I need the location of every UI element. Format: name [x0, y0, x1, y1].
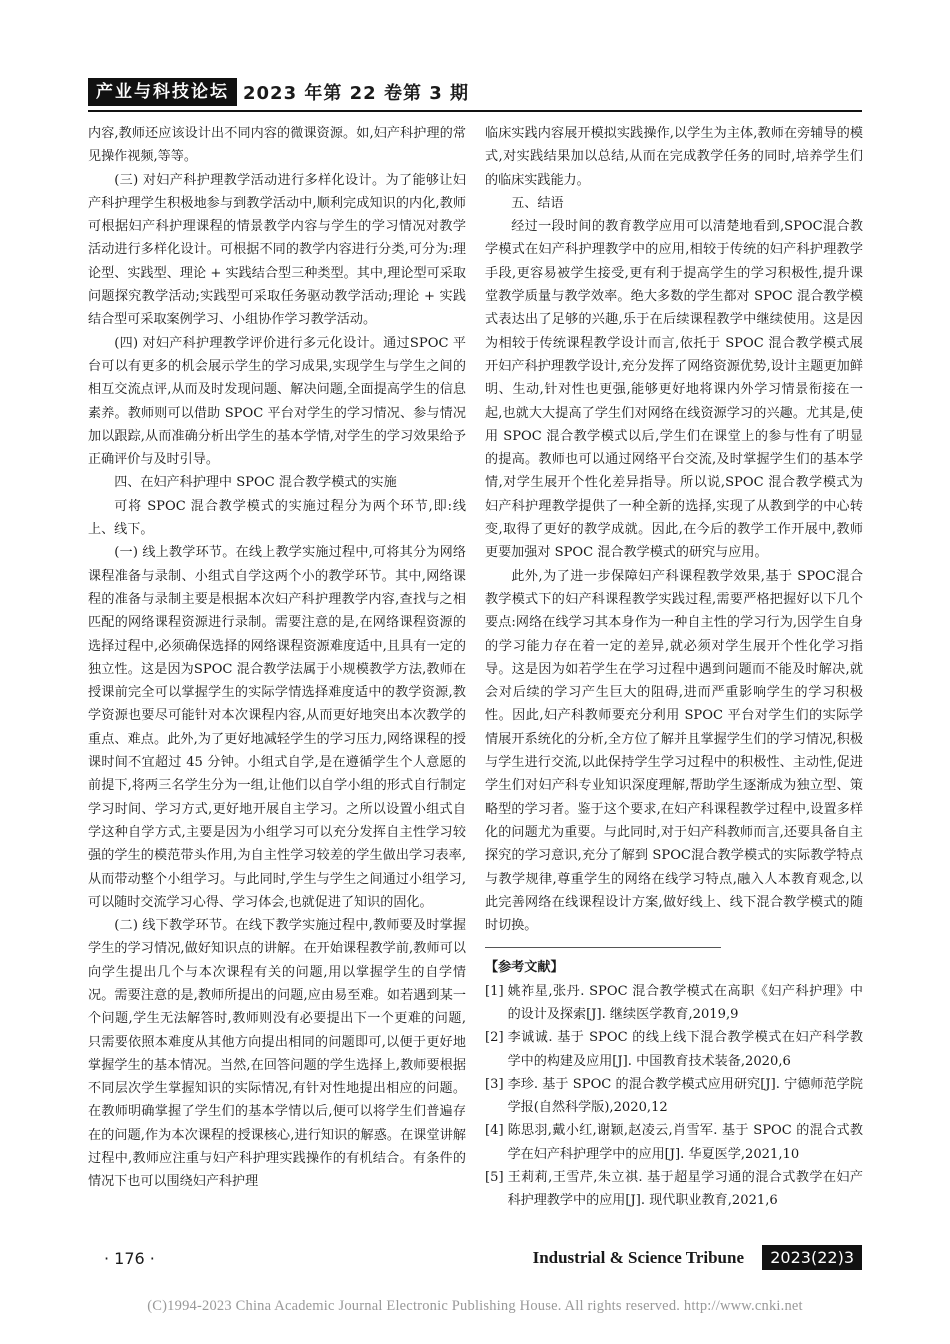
- reference-number: [2]: [485, 1030, 504, 1046]
- copyright-notice: (C)1994-2023 China Academic Journal Electronic Publishing House. All rights reserved. http://www.cnki.net: [147, 1298, 803, 1314]
- reference-text: 王莉莉,王雪芹,朱立祺. 基于超星学习通的混合式教学在妇产科护理教学中的应用[J]. 现代职业教育,2021,6: [507, 1170, 863, 1209]
- paragraph: (三) 对妇产科护理教学活动进行多样化设计。为了能够让妇产科护理学生积极地参与到教学活动中,顺利完成知识的内化,教师可根据妇产科护理课程的情景教学内容与学生的学习情况对教学活动进行多样化设计。可根据不同的教学内容进行分类,可分为:理论型、实践型、理论 + 实践结合型三种类型。其中,理论型可采取问题探究教学活动;实践型可采取任务驱动教学活动;理论 + 实践结合型可采取案例学习、小组协作学习教学活动。: [88, 172, 466, 328]
- right-column: [485, 122, 863, 1213]
- paragraph: 内容,教师还应该设计出不同内容的微课资源。如,妇产科护理的常见操作视频,等等。: [88, 126, 466, 165]
- journal-title-en: Industrial & Science Tribune: [532, 1248, 744, 1267]
- running-header: [88, 78, 469, 106]
- reference-item: [485, 1073, 863, 1120]
- issue-badge: 2023(22)3: [762, 1245, 862, 1270]
- journal-name: 产业与科技论坛: [88, 78, 237, 106]
- reference-text: 李珍. 基于 SPOC 的混合教学模式应用研究[J]. 宁德师范学院学报(自然科学版),2020,12: [507, 1076, 863, 1116]
- reference-item: [485, 1026, 863, 1073]
- reference-item: [485, 1166, 863, 1213]
- reference-item: [485, 1119, 863, 1166]
- paragraph: 此外,为了进一步保障妇产科课程教学效果,基于 SPOC混合教学模式下的妇产科课程教学实践过程,需要严格把握好以下几个要点:网络在线学习其本身作为一种自主性的学习行为,因学生自身的学习能力存在着一定的差异,就必须对学生展开个性化学习指导。这是因为如若学生在学习过程中遇到问题而不能及时解决,就会对后续的学习产生巨大的阻碍,进而严重影响学生的学习积极性。因此,妇产科教师要充分利用 SPOC 平台对学生们的实际学情展开系统化的分析,全方位了解并且掌握学生们的学习情况,积极与学生进行交流,以此保持学生学习过程中的积极性、主动性,促进学生们对妇产科专业知识深度理解,帮助学生逐渐成为独立型、策略型的学习者。鉴于这个要求,在妇产科课程教学过程中,设置多样化的问题尤为重要。与此同时,对于妇产科教师而言,还要具备自主探究的学习意识,充分了解到 SPOC混合教学模式的实际教学特点与教学规律,尊重学生的网络在线学习特点,融入人本教育观念,以此完善网络在线课程设计方案,做好线上、线下混合教学模式的随时切换。: [485, 568, 863, 934]
- paragraph: 可将 SPOC 混合教学模式的实施过程分为两个环节,即:线上、线下。: [88, 498, 466, 538]
- reference-number: [1]: [485, 983, 504, 999]
- paragraph: (四) 对妇产科护理教学评价进行多元化设计。通过SPOC 平台可以有更多的机会展示学生的学习成果,实现学生与学生之间的相互交流点评,从而及时发现问题、解决问题,全面提高学生的信息素养。教师则可以借助 SPOC 平台对学生的学习情况、参与情况加以跟踪,从而准确分析出学生的基本学情,对学生的学习效果给予正确评价与及时引导。: [88, 335, 466, 468]
- page-footer: [88, 1245, 862, 1273]
- reference-number: [5]: [485, 1170, 504, 1186]
- section-heading: 五、结语: [511, 195, 564, 211]
- paragraph: (二) 线下教学环节。在线下教学实施过程中,教师要及时掌握学生的学习情况,做好知识点的讲解。在开始课程教学前,教师可以向学生提出几个与本次课程有关的问题,用以掌握学生的自学情况。需要注意的是,教师所提出的问题,应由易至难。如若遇到某一个问题,学生无法解答时,教师则没有必要提出下一个更难的问题,只需要依照本难度从其他方向提出相同的问题即可,以便于更好地掌握学生的基本情况。当然,在回答问题的学生选择上,教师要根据不同层次学生掌握知识的实际情况,有针对性地提出相应的问题。在教师明确掌握了学生们的基本学情以后,便可以将学生们普遍存在的问题,作为本次课程的授课核心,进行知识的解惑。在课堂讲解过程中,教师应注重与妇产科护理实践操作的有机结合。有条件的情况下也可以围绕妇产科护理: [88, 918, 466, 1190]
- references-rule: [485, 947, 721, 948]
- reference-text: 陈思羽,戴小红,谢颖,赵凌云,肖雪军. 基于 SPOC 的混合式教学在妇产科护理学中的应用[J]. 华夏医学,2021,10: [507, 1123, 863, 1162]
- reference-number: [3]: [485, 1076, 504, 1092]
- paragraph: (一) 线上教学环节。在线上教学实施过程中,可将其分为网络课程准备与录制、小组式自学这两个小的教学环节。其中,网络课程的准备与录制主要是根据本次妇产科护理教学内容,查找与之相匹配的网络课程资源进行录制。需要注意的是,在网络课程资源的选择过程中,必须确保选择的网络课程资源难度适中,且具有一定的独立性。这是因为SPOC 混合教学法属于小规模教学方法,教师在授课前完全可以掌握学生的实际学情选择难度适中的教学资源,教学资源也要尽可能针对本次课程内容,从而更好地突出本次教学的重点、难点。此外,为了更好地减轻学生的学习压力,网络课程的授课时间不宜超过 45 分钟。小组式自学,是在遵循学生个人意愿的前提下,将两三名学生分为一组,让他们以自学小组的形式自行制定学习时间、学习方式,更好地开展自主学习。之所以设置小组式自学这种自学方式,主要是因为小组学习可以充分发挥自主性学习较强的学生的模范带头作用,为自主性学习较差的学生做出学习表率,从而带动整个小组学习。与此同时,学生与学生之间通过小组学习,可以随时交流学习心得、学习体会,也就促进了知识的固化。: [88, 545, 466, 910]
- header-rule: [88, 110, 862, 112]
- reference-text: 李诚诚. 基于 SPOC 的线上线下混合教学模式在妇产科学教学中的构建及应用[J]. 中国教育技术装备,2020,6: [507, 1030, 863, 1069]
- references-heading: 【参考文献】: [485, 960, 564, 976]
- reference-text: 姚祚星,张丹. SPOC 混合教学模式在高职《妇产科护理》中的设计及探索[J]. 继续医学教育,2019,9: [507, 983, 863, 1022]
- paragraph: 临床实践内容展开模拟实践操作,以学生为主体,教师在旁辅导的模式,对实践结果加以总结,从而在完成教学任务的同时,培养学生们的临床实践能力。: [485, 126, 863, 188]
- section-heading: 四、在妇产科护理中 SPOC 混合教学模式的实施: [114, 475, 397, 491]
- reference-item: [485, 980, 863, 1027]
- issue-label: 2023 年第 22 卷第 3 期: [243, 83, 470, 104]
- left-column: [88, 122, 466, 1194]
- reference-number: [4]: [485, 1123, 504, 1139]
- paragraph: 经过一段时间的教育教学应用可以清楚地看到,SPOC混合教学模式在妇产科护理教学中的应用,相较于传统的妇产科护理教学手段,更容易被学生接受,更有利于提高学生的学习积极性,提升课堂教学质量与教学效率。绝大多数的学生都对 SPOC 混合教学模式表达出了足够的兴趣,乐于在后续课程教学中继续使用。这是因为相较于传统课程教学设计而言,依托于 SPOC 混合教学模式展开妇产科护理教学设计,充分发挥了网络资源优势,设计主题更加鲜明、生动,针对性也更强,能够更好地将课内外学习情景衔接在一起,也就大大提高了学生们对网络在线资源学习的兴趣。尤其是,使用 SPOC 混合教学模式以后,学生们在课堂上的参与性有了明显的提高。教师也可以通过网络平台交流,及时掌握学生们的基本学情,对学生展开个性化差异指导。所以说,SPOC 混合教学模式为妇产科护理教学提供了一种全新的选择,实现了从教到学的中心转变,取得了更好的教学成就。因此,在今后的教学工作开展中,教师更要加强对 SPOC 混合教学模式的研究与应用。: [485, 219, 863, 561]
- page-number: · 176 ·: [104, 1249, 155, 1268]
